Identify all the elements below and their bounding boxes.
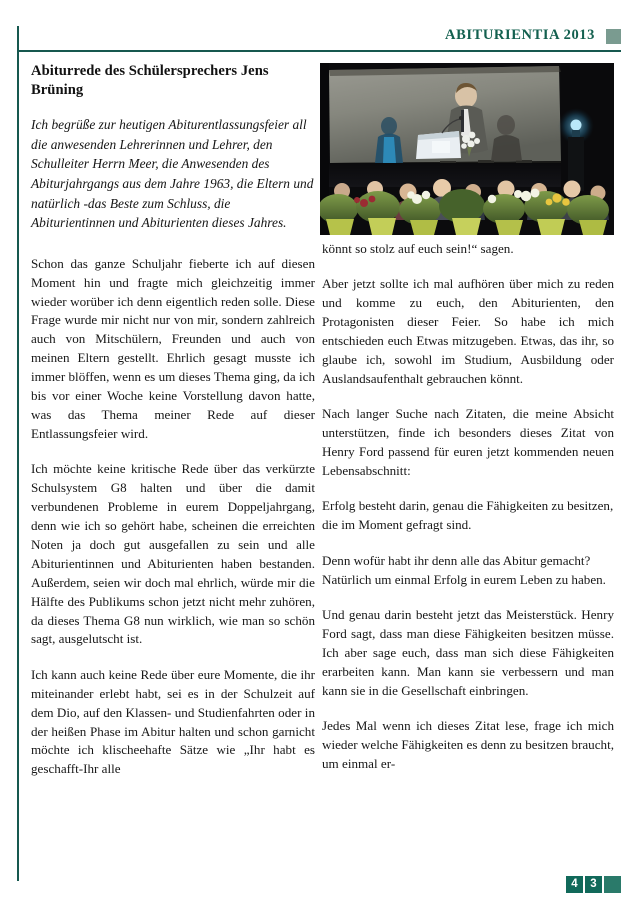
header-square-icon [606, 29, 621, 44]
body-paragraph: Nach langer Suche nach Zitaten, die meine Absicht unterstützen, finde ich besonders dieses Zitat von Henry Ford passend für euren jetzt kommenden neuen Lebensabschnitt: [322, 406, 614, 479]
graduation-ceremony-photo [320, 63, 614, 235]
henry-ford-quote: Erfolg besteht darin, genau die Fähigkeiten zu besitzen, die im Moment gefragt sind. [322, 498, 614, 533]
body-paragraph: Jedes Mal wenn ich dieses Zitat lese, frage ich mich wieder welche Fähigkeiten es denn zu besitzen braucht, um einmal er- [322, 718, 614, 771]
body-paragraph: Denn wofür habt ihr denn alle das Abitur gemacht? Natürlich um einmal Erfolg in eurem Leben zu haben. [322, 552, 606, 587]
body-paragraph: Schon das ganze Schuljahr fieberte ich auf diesen Moment hin und fragte mich gleichzeitig immer wieder worüber ich denn eigentlich reden solle. Diese Frage wurde mir nicht nur von mir, sondern zahlreich auch von Mitschülern, Freunden und auch von meinen Eltern gestellt. Ehrlich gesagt musste ich immer blöffen, wenn es um dieses Thema ging, da ich bis vor einer Woche keine Vorstellung davon hatte, was das Thema meiner Rede auf dieser Entlassungsfeier wird. [31, 255, 315, 441]
article-lead-paragraph: Ich begrüße zur heutigen Abiturentlassungsfeier all die anwesenden Lehrerinnen und Lehrer, den Schulleiter Herrn Meer, die Anwesenden des Abiturjahrgangs aus dem Jahre 1963, die Eltern und natürlich -das Beste zum Schluss, die Abiturientinnen und Abiturienten dieses Jahres. [31, 117, 314, 231]
body-paragraph: Ich kann auch keine Rede über eure Momente, die ihr miteinander erlebt habt, sei es in der Schulzeit auf dem Dio, auf den Klassen- und Studienfahrten oder in der heißen Phase im Abitur halten und schon garnicht möchte ich klischeehafte Sätze wie „Ihr habt es geschafft-Ihr alle [31, 666, 315, 777]
left-text-column [31, 62, 315, 779]
body-paragraph: Ich möchte keine kritische Rede über das verkürzte Schulsystem G8 halten und über die damit verbundenen Probleme in eurem Doppeljahrgang, denn wie ich so gehört habe, scheinen die erreichten Noten ja doch gut ausgefallen zu sein und alle Abiturientinnen und Abiturienten haben bestanden. Außerdem, seien wir doch mal ehrlich, würde mir die Hälfte des Publikums schon jetzt nicht mehr zuhören, da dieses Thema G8 nun wirklich, wie man so schön sagt, ausgelutscht ist. [31, 461, 315, 647]
left-margin-rule [17, 26, 19, 881]
header-divider-rule [17, 50, 621, 52]
body-paragraph: Und genau darin besteht jetzt das Meisterstück. Henry Ford sagt, dass man diese Fähigkeiten besitzen müsse. Ich aber sage euch, dass man sich diese Fähigkeiten erarbeiten kann. Man kann sie verbessern und man kann sie in die Gesellschaft einbringen. [322, 607, 614, 698]
page-number-digit: 4 [566, 876, 583, 893]
footer-square-icon [604, 876, 621, 893]
body-paragraph: Aber jetzt sollte ich mal aufhören über mich zu reden und komme zu euch, den Abiturienten, den Protagonisten dieser Feier. So habe ich mich entschieden euch Etwas mitzugeben. Etwas, das ihr, so glaube ich, sowohl im Studium, Ausbildung oder Auslandsaufenthalt gebrauchen könnt. [322, 276, 614, 386]
page-number-digit: 3 [585, 876, 602, 893]
right-text-column [322, 240, 614, 774]
body-paragraph-continuation: könnt so stolz auf euch sein!“ sagen. [322, 241, 514, 256]
article-headline: Abiturrede des Schülersprechers Jens Brüning [31, 63, 269, 98]
running-head-title: ABITURIENTIA 2013 [445, 27, 595, 43]
page-number-footer [566, 876, 621, 893]
photo-illustration [320, 63, 614, 235]
